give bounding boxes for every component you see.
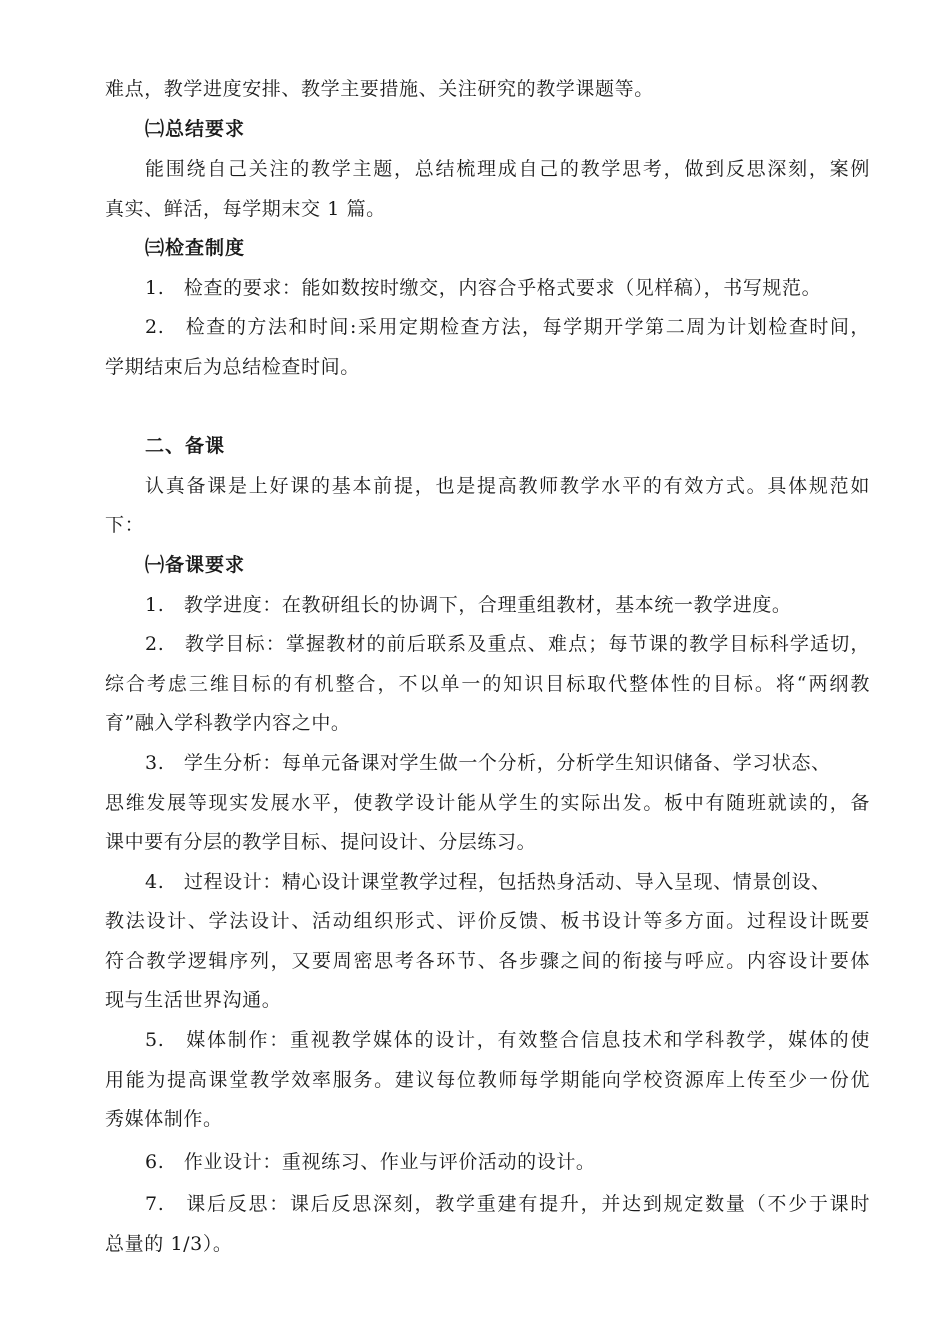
text-line: 用能为提高课堂教学效率服务。建议每位教师每学期能向学校资源库上传至少一份优	[105, 1069, 870, 1091]
text-line: 总量的 1/3）。	[105, 1233, 233, 1255]
section-heading: ㈢检查制度	[145, 237, 246, 259]
list-item: 7. 课后反思：课后反思深刻，教学重建有提升，并达到规定数量（不少于课时	[145, 1193, 870, 1215]
list-item: 3. 学生分析：每单元备课对学生做一个分析，分析学生知识储备、学习状态、	[145, 752, 831, 774]
text-line: 难点，教学进度安排、教学主要措施、关注研究的教学课题等。	[105, 78, 654, 100]
text-line: 认真备课是上好课的基本前提，也是提高教师教学水平的有效方式。具体规范如	[145, 475, 870, 497]
text-line: 秀媒体制作。	[105, 1108, 223, 1130]
text-line: 现与生活世界沟通。	[105, 989, 282, 1011]
text-line: 育”融入学科教学内容之中。	[105, 712, 351, 734]
list-item: 5. 媒体制作：重视教学媒体的设计，有效整合信息技术和学科教学，媒体的使	[145, 1029, 870, 1051]
section-heading: ㈠备课要求	[145, 554, 246, 576]
list-item: 1. 检查的要求：能如数按时缴交，内容合乎格式要求（见样稿），书写规范。	[145, 277, 822, 299]
text-line: 下：	[105, 514, 145, 536]
text-line: 综合考虑三维目标的有机整合，不以单一的知识目标取代整体性的目标。将“两纲教	[105, 673, 870, 695]
chapter-heading: 二、备课	[145, 435, 226, 457]
text-line: 教法设计、学法设计、活动组织形式、评价反馈、板书设计等多方面。过程设计既要	[105, 910, 870, 932]
text-line: 课中要有分层的教学目标、提问设计、分层练习。	[105, 831, 537, 853]
text-line: 学期结束后为总结检查时间。	[105, 356, 360, 378]
list-item: 4. 过程设计：精心设计课堂教学过程，包括热身活动、导入呈现、情景创设、	[145, 871, 831, 893]
list-item: 2. 检查的方法和时间:采用定期检查方法，每学期开学第二周为计划检查时间，	[145, 316, 870, 338]
text-line: 能围绕自己关注的教学主题，总结梳理成自己的教学思考，做到反思深刻，案例	[145, 158, 870, 180]
text-line: 真实、鲜活，每学期末交 1 篇。	[105, 198, 386, 220]
text-line: 符合教学逻辑序列，又要周密思考各环节、各步骤之间的衔接与呼应。内容设计要体	[105, 950, 870, 972]
list-item: 2. 教学目标：掌握教材的前后联系及重点、难点；每节课的教学目标科学适切，	[145, 633, 870, 655]
list-item: 1. 教学进度：在教研组长的协调下，合理重组教材，基本统一教学进度。	[145, 594, 792, 616]
text-line: 思维发展等现实发展水平，使教学设计能从学生的实际出发。板中有随班就读的，备	[105, 792, 870, 814]
list-item: 6. 作业设计：重视练习、作业与评价活动的设计。	[145, 1151, 596, 1173]
section-heading: ㈡总结要求	[145, 118, 246, 140]
